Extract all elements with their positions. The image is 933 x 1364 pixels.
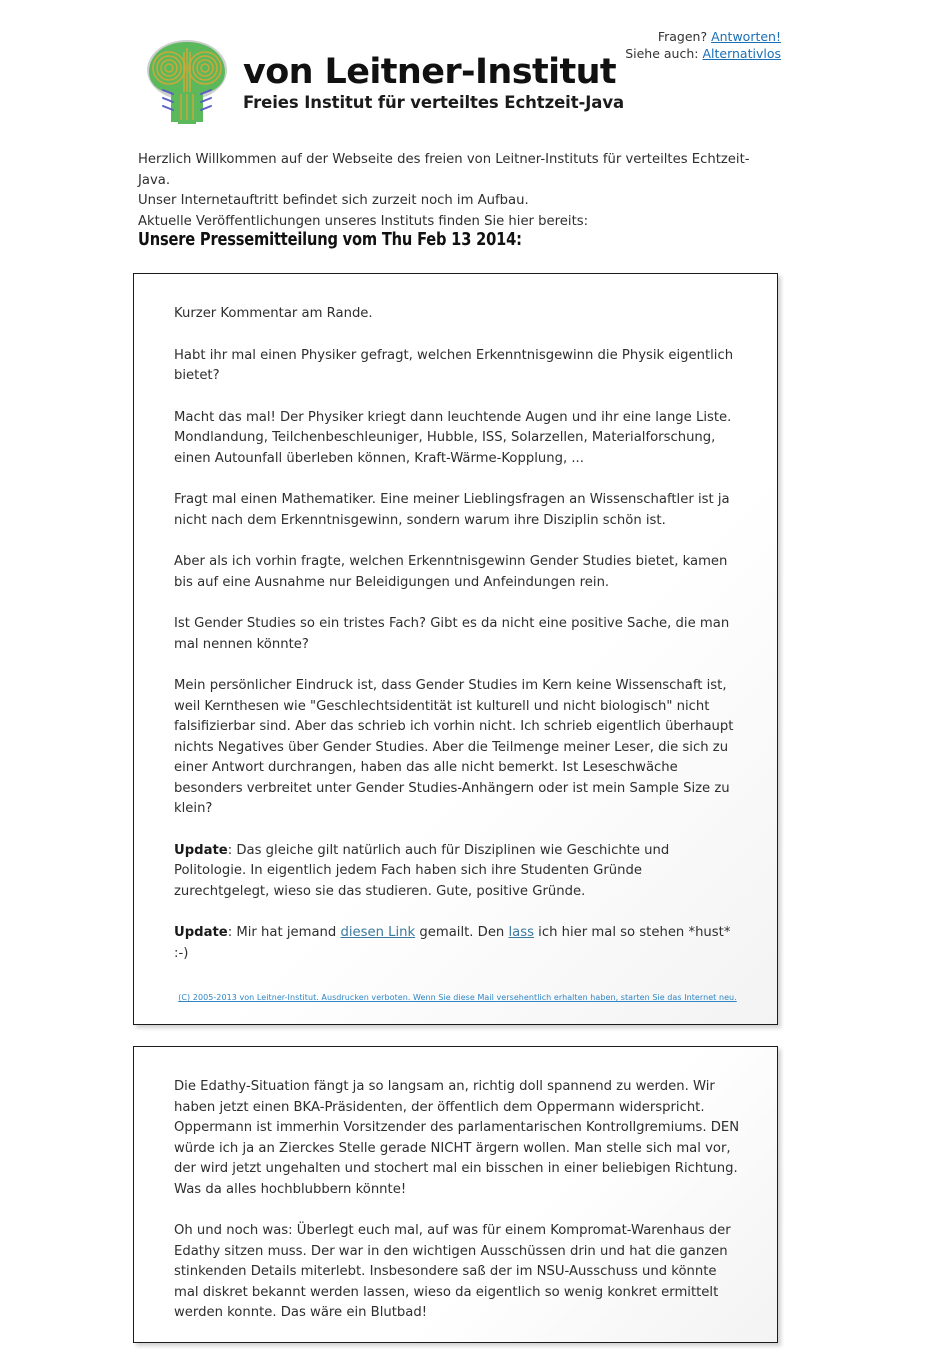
seealso-line	[625, 45, 781, 62]
diesen-link[interactable]: diesen Link	[340, 925, 416, 940]
masthead	[141, 34, 624, 126]
post-paragraph: Aber als ich vorhin fragte, welchen Erkenntnisgewinn Gender Studies bietet, kamen bis auf eine Ausnahme nur Beleidigungen und Anfeindungen rein.	[174, 554, 728, 590]
intro-line-3: Aktuelle Veröffentlichungen unseres Instituts finden Sie hier bereits:	[138, 213, 589, 229]
post-item	[133, 1046, 778, 1343]
post-paragraph: Kurzer Kommentar am Rande.	[174, 306, 373, 321]
post-update-paragraph	[174, 841, 741, 903]
copyright-link[interactable]: (C) 2005-2013 von Leitner-Institut. Ausdrucken verboten. Wenn Sie diese Mail versehentlich erhalten haben, starten Sie das Internet neu.	[178, 993, 737, 1002]
intro-line-2: Unser Internetauftritt befindet sich zurzeit noch im Aufbau.	[138, 193, 529, 208]
post-paragraph: Mein persönlicher Eindruck ist, dass Gender Studies im Kern keine Wissenschaft ist, weil Kernthesen wie "Geschlechtsidentität ist kulturell und nicht biologisch" nicht falsifizierbar sind. Aber das schrieb ich vorhin nicht. Ich schrieb eigentlich überhaupt nichts Negatives über Gender Studies. Aber die Teilmenge meiner Leser, die sich zu einer Antwort durchrangen, haben das alle nicht bemerkt. Ist Leseschwäche besonders verbreitet unter Gender Studies-Anhängern oder ist mein Sample Size zu klein?	[174, 678, 734, 816]
update-text: : Das gleiche gilt natürlich auch für Disziplinen wie Geschichte und Politologie. In eigentlich jedem Fach haben sich ihre Studenten Gründe zurechtgelegt, wieso sie das studieren. Gute, positive Gründe.	[174, 842, 670, 899]
update-text-part-2: gemailt. Den	[415, 925, 509, 940]
intro-text	[138, 150, 778, 232]
post-paragraph: Fragt mal einen Mathematiker. Eine meiner Lieblingsfragen an Wissenschaftler ist ja nicht nach dem Erkenntnisgewinn, sondern warum ihre Disziplin schön ist.	[174, 492, 730, 528]
post-paragraph: Macht das mal! Der Physiker kriegt dann leuchtende Augen und ihr eine lange Liste. Mondlandung, Teilchenbeschleuniger, Hubble, ISS, Solarzellen, Materialforschung, einen Autounfall überleben können, Kraft-Wärme-Kopplung, ...	[174, 409, 732, 466]
post-item	[133, 273, 778, 1025]
update-label: Update	[174, 842, 228, 858]
alternativlos-link[interactable]: Alternativlos	[702, 46, 781, 61]
questions-line	[625, 28, 781, 45]
institute-name: von Leitner-Institut	[243, 52, 617, 92]
answers-link[interactable]: Antworten!	[711, 29, 781, 44]
post-paragraph: Die Edathy-Situation fängt ja so langsam an, richtig doll spannend zu werden. Wir haben jetzt einen BKA-Präsidenten, der öffentlich dem Oppermann widerspricht. Oppermann ist immerhin Vorsitzender des parlamentarischen Kontrollgremiums. DEN würde ich ja an Zierckes Stelle gerade NICHT ärgern wollen. Man stelle sich mal vor, der wird jetzt ungehalten und stochert mal ein bisschen in einer beliebigen Richtung. Was da alles hochblubbern könnte!	[174, 1079, 740, 1197]
questions-label: Fragen?	[657, 29, 708, 44]
intro-line-1: Herzlich Willkommen auf der Webseite des freien von Leitner-Instituts für verteiltes Echtzeit-Java.	[138, 152, 750, 188]
post-paragraph: Oh und noch was: Überlegt euch mal, auf was für einem Kompromat-Warenhaus der Edathy sitzen muss. Der war in den wichtigen Ausschüssen drin und hat die ganzen stinkenden Details miterlebt. Insbesondere saß der im NSU-Ausschuss und könnte mal diskret bekannt werden lassen, wieso da eigentlich so wenig konkret ermittelt werden konnte. Das wäre ein Blutbad!	[174, 1223, 731, 1320]
wordmark	[243, 34, 624, 114]
post-list	[133, 273, 778, 1364]
update-text-part-1: : Mir hat jemand	[227, 925, 341, 940]
post-paragraph: Habt ihr mal einen Physiker gefragt, welchen Erkenntnisgewinn die Physik eigentlich bietet?	[174, 347, 734, 383]
update-label: Update	[174, 925, 228, 940]
header-links	[625, 28, 781, 62]
tree-logo-icon	[141, 34, 237, 126]
institute-subtitle: Freies Institut für verteiltes Echtzeit-Java	[243, 93, 625, 112]
post-update-paragraph	[174, 923, 741, 964]
lass-link[interactable]: lass	[508, 925, 534, 940]
post-paragraph: Ist Gender Studies so ein tristes Fach? Gibt es da nicht eine positive Sache, die man mal nennen könnte?	[174, 616, 730, 652]
page-title: Unsere Pressemitteilung vom Thu Feb 13 2014:	[138, 230, 522, 250]
seealso-label: Siehe auch:	[625, 46, 699, 61]
update-text-part-3: ich hier mal so stehen *hust* :-)	[174, 925, 731, 961]
post-footer	[174, 985, 741, 1004]
